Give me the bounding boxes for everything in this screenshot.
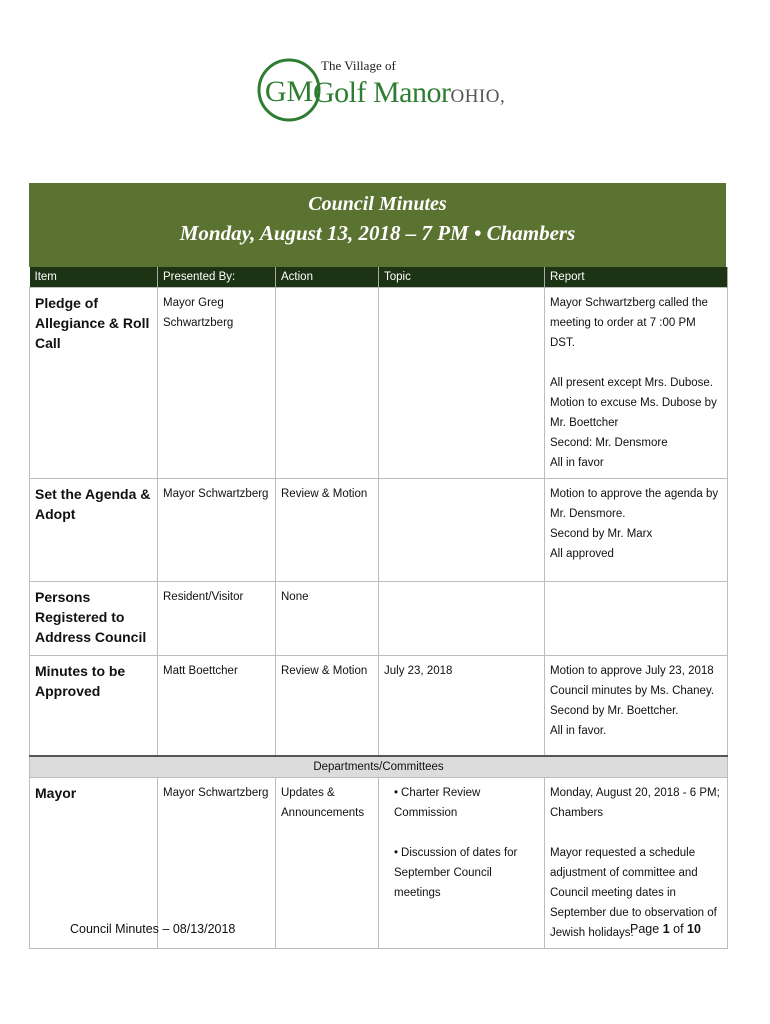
row-report <box>545 656 728 756</box>
table-header-row <box>30 267 728 288</box>
table-row <box>30 582 728 656</box>
report-line: Second by Mr. Marx <box>550 528 653 540</box>
row-report <box>545 582 728 656</box>
header-topic: Topic <box>379 267 545 288</box>
report-line: Second by Mr. Boettcher. <box>550 705 679 717</box>
row-topic <box>379 288 545 479</box>
row-topic <box>379 479 545 582</box>
row-item: Minutes to be Approved <box>30 656 158 756</box>
table-row <box>30 479 728 582</box>
row-action <box>276 288 379 479</box>
section-label: Departments/Committees <box>30 756 728 778</box>
document-title: Council Minutes <box>308 193 447 215</box>
row-presented-by: Resident/Visitor <box>158 582 276 656</box>
page-number: Page 1 of 10 <box>630 922 701 936</box>
row-item: Mayor <box>30 777 158 948</box>
report-line: Mayor Schwartzberg called the meeting to order at 7 :00 PM DST. <box>550 297 708 349</box>
report-line: Motion to excuse Ms. Dubose by Mr. Boettcher <box>550 397 717 429</box>
table-row <box>30 288 728 479</box>
footer-doc-label: Council Minutes – 08/13/2018 <box>70 922 236 936</box>
section-row <box>30 756 728 778</box>
row-item: Persons Registered to Address Council <box>30 582 158 656</box>
row-report <box>545 479 728 582</box>
row-report <box>545 288 728 479</box>
header-item: Item <box>30 267 158 288</box>
row-presented-by: Mayor Schwartzberg <box>158 479 276 582</box>
logo-name: Golf ManorOHIO, <box>313 76 506 109</box>
row-action: Updates & Announcements <box>276 777 379 948</box>
row-action: Review & Motion <box>276 656 379 756</box>
row-topic <box>379 777 545 948</box>
report-line: All in favor. <box>550 725 607 737</box>
row-item: Pledge of Allegiance & Roll Call <box>30 288 158 479</box>
monogram-text: GM <box>264 75 314 108</box>
list-item: • Discussion of dates for September Council meetings <box>394 846 518 899</box>
title-band <box>29 183 726 267</box>
row-action: None <box>276 582 379 656</box>
row-item: Set the Agenda & Adopt <box>30 479 158 582</box>
report-line: Mayor requested a schedule adjustment of committee and Council meeting dates in September due to observation of Jewish holidays. <box>550 846 717 939</box>
report-line: All in favor <box>550 457 604 469</box>
report-line: Second: Mr. Densmore <box>550 437 668 449</box>
row-presented-by: Mayor Greg Schwartzberg <box>158 288 276 479</box>
report-line: Monday, August 20, 2018 - 6 PM; Chambers <box>550 786 720 819</box>
header-presented-by: Presented By: <box>158 267 276 288</box>
row-topic: July 23, 2018 <box>379 656 545 756</box>
report-line: Motion to approve the agenda by Mr. Densmore. <box>550 488 719 520</box>
header-report: Report <box>545 267 728 288</box>
report-line: All present except Mrs. Dubose. <box>550 377 713 389</box>
report-line: All approved <box>550 548 614 560</box>
header-action: Action <box>276 267 379 288</box>
table-row <box>30 656 728 756</box>
report-line: Motion to approve July 23, 2018 Council minutes by Ms. Chaney. <box>550 665 715 697</box>
row-action: Review & Motion <box>276 479 379 582</box>
row-presented-by: Matt Boettcher <box>158 656 276 756</box>
village-logo <box>255 42 506 142</box>
meeting-datetime: Monday, August 13, 2018 – 7 PM • Chambers <box>179 221 576 245</box>
row-topic <box>379 582 545 656</box>
minutes-table <box>29 267 728 949</box>
row-presented-by: Mayor Schwartzberg <box>158 777 276 948</box>
logo-state: OHIO, <box>450 86 506 107</box>
logo-village-of: The Village of <box>321 58 396 73</box>
list-item: • Charter Review Commission <box>394 786 481 819</box>
